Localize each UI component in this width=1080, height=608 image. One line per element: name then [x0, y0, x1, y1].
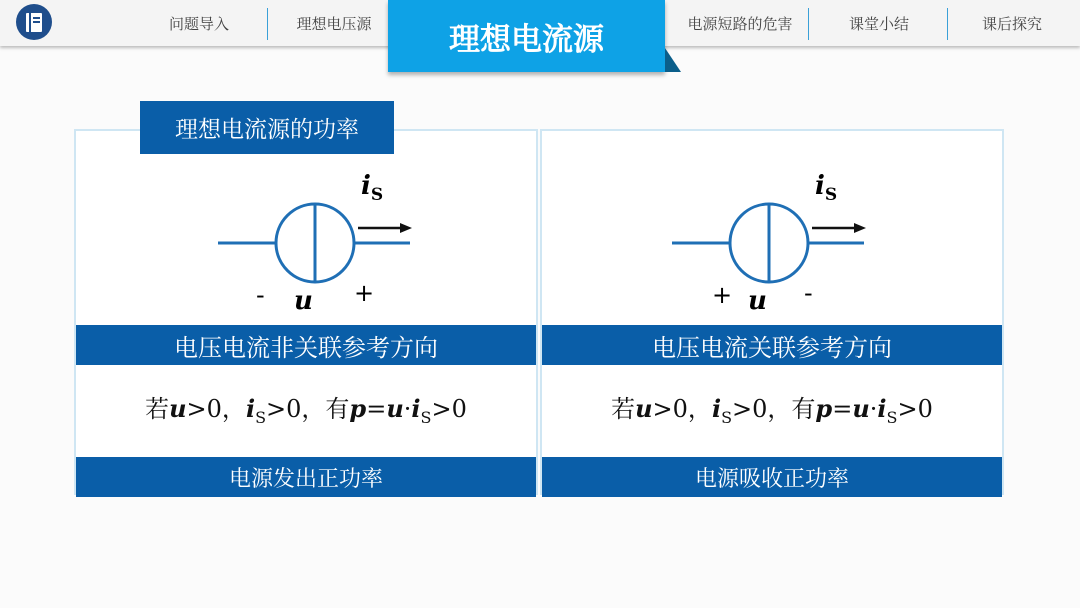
- card-title: 理想电流源的功率: [140, 101, 394, 154]
- power-formula: 若u>0，$i_S>0$，有$p=u\cdot i_S>0$: [611, 394, 933, 427]
- nav-divider: [947, 8, 948, 40]
- polarity-plus: +: [712, 281, 733, 309]
- current-label: $i_S$: [361, 171, 384, 206]
- power-conclusion-band: 电源发出正功率: [76, 457, 536, 497]
- panel-associated: [540, 129, 1004, 495]
- tab-ideal-current-source-active[interactable]: 理想电流源: [388, 0, 665, 72]
- tab-problem-intro[interactable]: 问题导入: [168, 14, 229, 33]
- book-logo-icon[interactable]: [16, 4, 52, 40]
- tab-after-class[interactable]: 课后探究: [981, 14, 1042, 33]
- polarity-plus: +: [354, 279, 375, 307]
- tab-short-circuit-hazard[interactable]: 电源短路的危害: [687, 14, 793, 33]
- current-label: $i_S$: [815, 171, 838, 206]
- polarity-minus: -: [804, 279, 813, 307]
- power-conclusion-band: 电源吸收正功率: [542, 457, 1002, 497]
- reference-direction-band: 电压电流非关联参考方向: [76, 325, 536, 365]
- power-formula: 若u>0，$i_S>0$，有$p=u\cdot i_S>0$: [145, 394, 467, 427]
- tab-ideal-voltage-source[interactable]: 理想电压源: [296, 14, 372, 33]
- tab-summary[interactable]: 课堂小结: [848, 14, 909, 33]
- current-source-symbol-right: [542, 131, 1006, 497]
- voltage-label: u: [748, 286, 767, 316]
- nav-divider: [808, 8, 809, 40]
- nav-divider: [267, 8, 268, 40]
- polarity-minus: -: [256, 281, 265, 309]
- reference-direction-band: 电压电流关联参考方向: [542, 325, 1002, 365]
- voltage-label: u: [294, 286, 313, 316]
- panel-non-associated: [74, 129, 538, 495]
